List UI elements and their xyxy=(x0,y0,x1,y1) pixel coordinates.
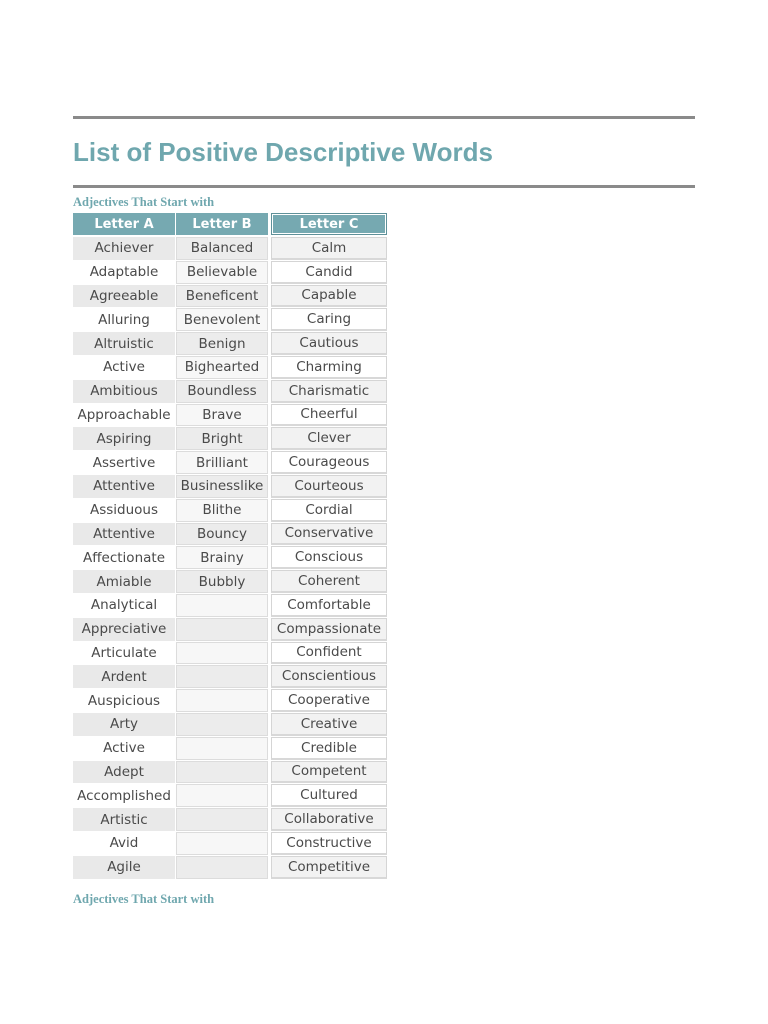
table-cell-letter-c: Competent xyxy=(271,761,387,784)
table-cell-letter-b: Bighearted xyxy=(176,356,268,379)
table-cell-letter-c: Collaborative xyxy=(271,808,387,831)
column-letter-b xyxy=(176,213,268,880)
table-cell-letter-b xyxy=(176,618,268,641)
table-cell-letter-a: Active xyxy=(73,737,175,760)
table-cell-letter-c: Compassionate xyxy=(271,618,387,641)
table-cell-letter-b xyxy=(176,665,268,688)
table-cell-letter-a: Auspicious xyxy=(73,689,175,712)
table-cell-letter-c: Cooperative xyxy=(271,689,387,712)
column-letter-c xyxy=(271,213,387,880)
table-cell-letter-b: Beneficent xyxy=(176,285,268,308)
table-cell-letter-a: Attentive xyxy=(73,523,175,546)
top-divider xyxy=(73,116,695,119)
page-title: List of Positive Descriptive Words xyxy=(73,137,493,167)
table-cell-letter-b: Boundless xyxy=(176,380,268,403)
table-cell-letter-b: Brilliant xyxy=(176,451,268,474)
table-cell-letter-c: Clever xyxy=(271,427,387,450)
table-cell-letter-a: Active xyxy=(73,356,175,379)
table-cell-letter-b: Brave xyxy=(176,404,268,427)
table-cell-letter-c: Constructive xyxy=(271,832,387,855)
column-letter-a xyxy=(73,213,175,880)
table-cell-letter-c: Capable xyxy=(271,285,387,308)
table-cell-letter-c: Charming xyxy=(271,356,387,379)
table-cell-letter-b xyxy=(176,856,268,879)
table-cell-letter-a: Appreciative xyxy=(73,618,175,641)
table-cell-letter-c: Credible xyxy=(271,737,387,760)
title-divider xyxy=(73,185,695,188)
table-cell-letter-a: Ardent xyxy=(73,665,175,688)
table-cell-letter-c: Coherent xyxy=(271,570,387,593)
table-cell-letter-c: Conservative xyxy=(271,523,387,546)
table-cell-letter-c: Candid xyxy=(271,261,387,284)
table-cell-letter-b xyxy=(176,832,268,855)
table-cell-letter-b: Benevolent xyxy=(176,308,268,331)
table-cell-letter-c: Caring xyxy=(271,308,387,331)
table-cell-letter-c: Cautious xyxy=(271,332,387,355)
table-cell-letter-b xyxy=(176,737,268,760)
table-cell-letter-c: Cultured xyxy=(271,784,387,807)
table-cell-letter-b xyxy=(176,689,268,712)
table-cell-letter-b xyxy=(176,784,268,807)
table-cell-letter-c: Conscious xyxy=(271,546,387,569)
column-header-letter-c: Letter C xyxy=(271,213,387,235)
column-header-letter-a: Letter A xyxy=(73,213,175,235)
table-cell-letter-c: Cordial xyxy=(271,499,387,522)
table-cell-letter-b: Bubbly xyxy=(176,570,268,593)
table-cell-letter-c: Competitive xyxy=(271,856,387,879)
table-cell-letter-c: Courteous xyxy=(271,475,387,498)
table-cell-letter-a: Adaptable xyxy=(73,261,175,284)
table-cell-letter-c: Courageous xyxy=(271,451,387,474)
table-cell-letter-c: Conscientious xyxy=(271,665,387,688)
table-cell-letter-b: Benign xyxy=(176,332,268,355)
table-cell-letter-a: Aspiring xyxy=(73,427,175,450)
table-cell-letter-a: Artistic xyxy=(73,808,175,831)
section-heading: Adjectives That Start with xyxy=(73,195,215,209)
table-cell-letter-c: Comfortable xyxy=(271,594,387,617)
table-cell-letter-a: Articulate xyxy=(73,642,175,665)
table-cell-letter-a: Attentive xyxy=(73,475,175,498)
table-cell-letter-b xyxy=(176,808,268,831)
table-cell-letter-b: Bouncy xyxy=(176,523,268,546)
table-cell-letter-a: Agile xyxy=(73,856,175,879)
table-cell-letter-b: Balanced xyxy=(176,237,268,260)
table-cell-letter-c: Cheerful xyxy=(271,404,387,427)
table-cell-letter-a: Assertive xyxy=(73,451,175,474)
table-cell-letter-b xyxy=(176,642,268,665)
table-cell-letter-a: Arty xyxy=(73,713,175,736)
section-heading-2: Adjectives That Start with xyxy=(73,892,215,906)
table-cell-letter-a: Approachable xyxy=(73,404,175,427)
table-cell-letter-b: Brainy xyxy=(176,546,268,569)
table-cell-letter-c: Charismatic xyxy=(271,380,387,403)
table-cell-letter-a: Altruistic xyxy=(73,332,175,355)
column-header-letter-b: Letter B xyxy=(176,213,268,235)
table-cell-letter-a: Analytical xyxy=(73,594,175,617)
table-cell-letter-a: Ambitious xyxy=(73,380,175,403)
table-cell-letter-c: Confident xyxy=(271,642,387,665)
table-cell-letter-a: Amiable xyxy=(73,570,175,593)
table-cell-letter-a: Achiever xyxy=(73,237,175,260)
table-cell-letter-a: Affectionate xyxy=(73,546,175,569)
table-cell-letter-b xyxy=(176,761,268,784)
table-cell-letter-b xyxy=(176,713,268,736)
table-cell-letter-a: Avid xyxy=(73,832,175,855)
table-cell-letter-a: Accomplished xyxy=(73,784,175,807)
table-cell-letter-c: Creative xyxy=(271,713,387,736)
table-cell-letter-b: Believable xyxy=(176,261,268,284)
table-cell-letter-a: Adept xyxy=(73,761,175,784)
table-cell-letter-a: Alluring xyxy=(73,308,175,331)
table-cell-letter-b: Bright xyxy=(176,427,268,450)
table-cell-letter-b: Blithe xyxy=(176,499,268,522)
table-cell-letter-b: Businesslike xyxy=(176,475,268,498)
table-cell-letter-b xyxy=(176,594,268,617)
table-cell-letter-c: Calm xyxy=(271,237,387,260)
table-cell-letter-a: Agreeable xyxy=(73,285,175,308)
table-cell-letter-a: Assiduous xyxy=(73,499,175,522)
